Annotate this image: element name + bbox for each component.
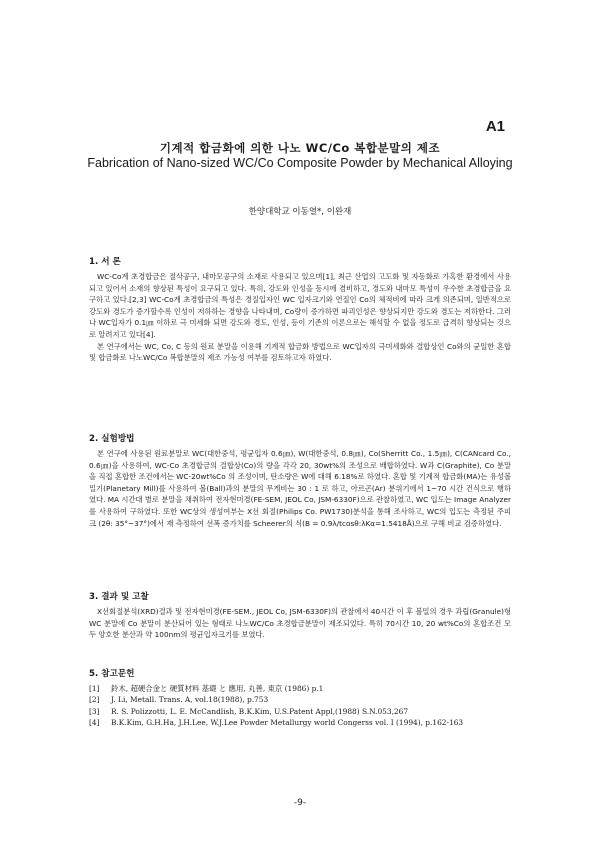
section-heading: 3. 결과 및 고찰 — [89, 592, 149, 602]
reference-number: [2] — [89, 695, 100, 705]
reference-number: [4] — [89, 718, 100, 728]
paper-code: A1 — [485, 118, 505, 135]
section-references — [89, 667, 511, 729]
page-number: -9- — [293, 798, 307, 808]
title-korean: 기계적 합금화에 의한 나노 WC/Co 복합분말의 제조 — [159, 141, 441, 155]
reference-item — [89, 717, 511, 728]
paragraph: 본 연구에서는 WC, Co, C 등의 원료 분말을 이용해 기계적 합금화 방법으로 WC입자의 극미세화와 결합상인 Co와의 균일한 혼합 및 합금화로 나노WC/Co 복합분말의 제조 가능성 여부를 검토하고자 하였다. — [89, 341, 511, 363]
section-results — [89, 590, 511, 641]
title-english: Fabrication of Nano-sized WC/Co Composite Powder by Mechanical Alloying — [87, 156, 513, 170]
reference-text: J. Li, Metall. Trans. A, vol.18(1988), p.753 — [111, 695, 269, 705]
paragraph: WC-Co계 초경합금은 절삭공구, 내마모공구의 소재로 사용되고 있으며[1], 최근 산업의 고도화 및 자동화로 가혹한 환경에서 사용되고 있어서 소재의 향상된 특성이 요구되고 있다. 특히, 강도와 인성을 동시에 겸비하고, 경도와 내마모 특성이 우수한 초경합금을 요구하고 있다.[2,3] WC-Co계 초경합금의 특성은 경질입자인 WC 입자크기와 연질인 Co의 체적비에 따라 크게 의존되며, 일반적으로 강도와 경도가 증가할수록 인성이 저하하는 경향을 나타내며, Co량이 증가하면 파괴인성은 향상되지만 강도와 경도는 저하한다. 그러나 WC입자가 0.1㎛ 이하로 극 미세화 되면 강도와 경도, 인성, 등이 기존의 이론으로는 해석할 수 없을 정도로 급격히 향상되는 것으로 알려지고 있다[4]. — [89, 272, 511, 339]
paragraph: X선회절분석(XRD)결과 및 전자현미경(FE-SEM., JEOL Co, JSM-6330F)의 관찰에서 40시간 이 후 볼밀의 경우 과립(Granule)형 WC 분말에 Co 분말이 분산되어 있는 형태로 나노WC/Co 초경합금분말이 제조되었다. 특히 70시간 10, 20 wt%Co의 혼합조건 모두 양호한 분산과 약 100nm의 평균입자크기를 보였다. — [89, 607, 511, 640]
section-heading: 5. 참고문헌 — [89, 669, 135, 679]
section-introduction — [89, 255, 511, 364]
authors: 한양대학교 이동열*, 이완재 — [248, 207, 352, 217]
reference-text: B.K.Kim, G.H.Ha, J.H.Lee, W.J.Lee Powder Metallurgy world Congerss vol. I (1994), p.162-163 — [111, 718, 464, 728]
section-method — [89, 432, 511, 529]
reference-item — [89, 683, 511, 694]
reference-text: R. S. Polizzotti, L. E. McCandlish, B.K.Kim, U.S.Patent Appl,(1988) S.N.053,267 — [111, 706, 409, 716]
reference-list — [89, 683, 511, 729]
reference-item — [89, 694, 511, 705]
section-heading: 1. 서 론 — [89, 257, 121, 267]
section-heading: 2. 실험방법 — [89, 434, 135, 444]
reference-item — [89, 706, 511, 717]
reference-number: [3] — [89, 706, 100, 716]
reference-number: [1] — [89, 684, 100, 693]
reference-text: 鈴木, 超硬合金と 硬質材料 基礎 と 應用, 丸善, 東京 (1986) p.1 — [111, 684, 324, 693]
paragraph: 본 연구에 사용된 원료분말로 WC(대한중석, 평균입자 0.6㎛), W(대한중석, 0.8㎛), Co(Sherritt Co., 1.5㎛), C(CANcard Co., 0.6㎛)을 사용하여, WC-Co 초경합금의 결합상(Co)의 량을 각각 20, 30wt%의 조성으로 배합하였다. W과 C(Graphite), Co 분말을 직접 혼합한 조건에서는 WC-20wt%Co 의 조성이며, 탄소량은 W에 대해 6.18%로 하였다. 혼합 및 기계적 합금화(MA)는 유성볼밀기(Planetary Mill)를 사용하여 볼(Ball)과의 분말의 무게비는 30 : 1 로 하고, 아르곤(Ar) 분위기에서 1~70 시간 건식으로 행하였다. MA 시간대 별로 분말을 채취하여 전자현미경(FE-SEM, JEOL Co, JSM-6330F)으로 관찰하였고, WC 입도는 Image Analyzer를 사용하여 구하였다. 또한 WC상의 생성여부는 X선 회절(Philips Co. PW1730)분석을 통해 조사하고, WC의 입도는 측정된 주피크 (2θ: 35°~37°)에서 재 측정하여 선폭 증가치를 Scheerer의 식(B = 0.9λ/tcosθ:λKα=1.5418Å)으로 구해 비교 검증하였다. — [89, 449, 511, 528]
